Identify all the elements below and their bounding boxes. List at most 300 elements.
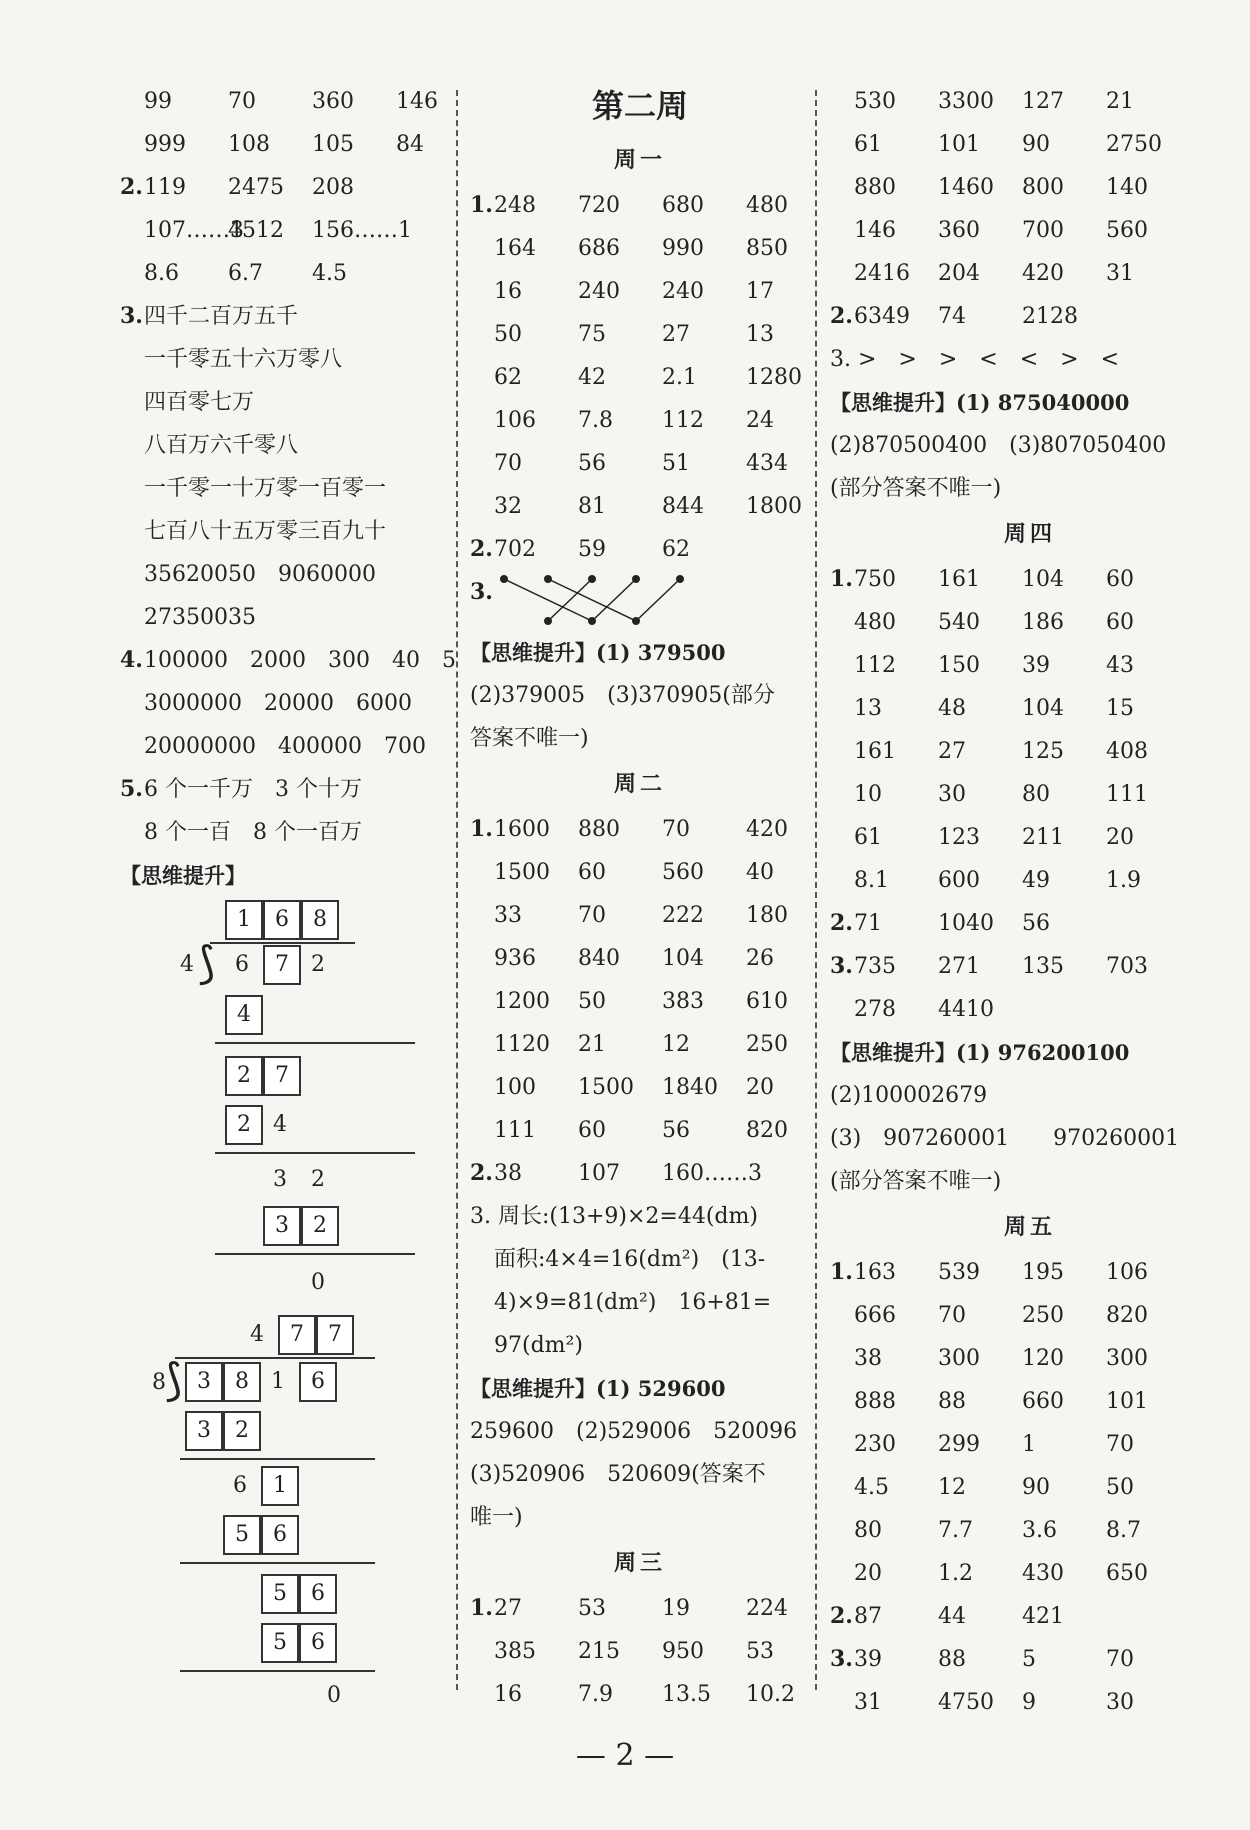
answer-value: 700 bbox=[1022, 218, 1064, 243]
answer-value: 42 bbox=[578, 365, 606, 390]
column-2 bbox=[470, 76, 810, 1716]
answer-value: 70 bbox=[578, 903, 606, 928]
answer-value: 40 bbox=[746, 860, 774, 885]
q5-line: 8 个一百 8 个一百万 bbox=[144, 820, 362, 845]
answer-value: 21 bbox=[578, 1032, 606, 1057]
answer-value: 21 bbox=[1106, 89, 1134, 114]
area-line: 4)×9=81(dm²) 16+81= bbox=[494, 1290, 772, 1315]
answer-value: 224 bbox=[746, 1596, 788, 1621]
answer-value: 107 bbox=[578, 1161, 620, 1186]
week-title: 第二周 bbox=[591, 87, 688, 125]
question-number: 1. bbox=[830, 566, 853, 592]
think-line: (部分答案不唯一) bbox=[830, 476, 1002, 501]
answer-value: 1840 bbox=[662, 1075, 718, 1100]
answer-row bbox=[470, 399, 810, 442]
think-line: (3) 907260001 970260001 bbox=[830, 1126, 1180, 1151]
answer-value: 299 bbox=[938, 1432, 980, 1457]
answer-row bbox=[470, 1023, 810, 1066]
answer-row bbox=[470, 442, 810, 485]
answer-value: 53 bbox=[578, 1596, 606, 1621]
answer-value: 161 bbox=[854, 739, 896, 764]
think-line: 【思维提升】(1) 379500 bbox=[470, 640, 726, 665]
answer-value: 88 bbox=[938, 1389, 966, 1414]
answer-value: 146 bbox=[854, 218, 896, 243]
answer-row bbox=[470, 528, 810, 571]
answer-row bbox=[830, 601, 1230, 644]
answer-value: 560 bbox=[1106, 218, 1148, 243]
answer-value: 936 bbox=[494, 946, 536, 971]
answer-value: 10.2 bbox=[746, 1682, 795, 1707]
answer-row bbox=[830, 902, 1230, 945]
question-number: 1. bbox=[470, 1595, 493, 1621]
answer-value: 60 bbox=[1106, 610, 1134, 635]
answer-value: 119 bbox=[144, 175, 186, 200]
q3-line: 27350035 bbox=[144, 605, 256, 630]
answer-value: 6.7 bbox=[228, 261, 263, 286]
divisor: 8 bbox=[152, 1370, 166, 1395]
answer-value: 106 bbox=[494, 408, 536, 433]
answer-row bbox=[830, 730, 1230, 773]
answer-row bbox=[830, 252, 1230, 295]
answer-value: 80 bbox=[1022, 782, 1050, 807]
answer-row bbox=[830, 558, 1230, 601]
answer-value: 70 bbox=[228, 89, 256, 114]
answer-value: 120 bbox=[1022, 1346, 1064, 1371]
answer-value: 75 bbox=[578, 322, 606, 347]
answer-row bbox=[470, 980, 810, 1023]
answer-value: 50 bbox=[1106, 1475, 1134, 1500]
long-division-1: 1 6 8 4 ⟆ 6 7 2 4 2 7 2 4 3 2 3 2 0 bbox=[160, 900, 420, 1320]
step-digit: 6 bbox=[233, 1473, 247, 1498]
answer-row bbox=[830, 1638, 1230, 1681]
think-line: 【思维提升】(1) 875040000 bbox=[830, 390, 1130, 415]
answer-value: 208 bbox=[312, 175, 354, 200]
answer-value: 4512 bbox=[228, 218, 284, 243]
answer-row bbox=[830, 945, 1230, 988]
answer-value: 180 bbox=[746, 903, 788, 928]
answer-value: 703 bbox=[1106, 954, 1148, 979]
answer-value: 360 bbox=[312, 89, 354, 114]
answer-value: 421 bbox=[1022, 1604, 1064, 1629]
day-heading: 周一 bbox=[613, 147, 666, 173]
question-number: 1. bbox=[470, 192, 493, 218]
answer-value: 27 bbox=[662, 322, 690, 347]
answer-value: 107……3 bbox=[144, 218, 244, 243]
answer-value: 24 bbox=[746, 408, 774, 433]
answer-value: 820 bbox=[746, 1118, 788, 1143]
long-division-2: 4 7 7 8 ⟆ 3 8 1 6 3 2 6 1 5 6 5 6 5 6 0 bbox=[140, 1315, 400, 1715]
column-divider bbox=[456, 90, 458, 1690]
answer-row bbox=[830, 1251, 1230, 1294]
answer-value: 13 bbox=[746, 322, 774, 347]
answer-row bbox=[120, 166, 450, 209]
q3-line: 八百万六千零八 bbox=[144, 433, 299, 458]
question-number: 2. bbox=[470, 536, 493, 562]
answer-value: 880 bbox=[578, 817, 620, 842]
matching-lines bbox=[498, 571, 698, 631]
answer-value: 15 bbox=[1106, 696, 1134, 721]
answer-value: 16 bbox=[494, 1682, 522, 1707]
answer-row bbox=[830, 988, 1230, 1031]
answer-value: 90 bbox=[1022, 1475, 1050, 1500]
answer-value: 383 bbox=[662, 989, 704, 1014]
quotient-digit: 6 bbox=[263, 900, 301, 940]
answer-value: 530 bbox=[854, 89, 896, 114]
day-heading: 周五 bbox=[1003, 1214, 1056, 1240]
answer-value: 48 bbox=[938, 696, 966, 721]
answer-value: 104 bbox=[1022, 567, 1064, 592]
step-digit: 7 bbox=[263, 1056, 301, 1096]
answer-value: 12 bbox=[662, 1032, 690, 1057]
answer-value: 300 bbox=[938, 1346, 980, 1371]
answer-value: 101 bbox=[1106, 1389, 1148, 1414]
think-line: (3)520906 520609(答案不 bbox=[470, 1462, 766, 1487]
answer-value: 108 bbox=[228, 132, 270, 157]
answer-value: 164 bbox=[494, 236, 536, 261]
answer-value: 211 bbox=[1022, 825, 1064, 850]
step-digit: 5 bbox=[261, 1574, 299, 1614]
answer-value: 62 bbox=[662, 537, 690, 562]
answer-value: 240 bbox=[578, 279, 620, 304]
answer-value: 81 bbox=[578, 494, 606, 519]
area-line: 面积:4×4=16(dm²) (13- bbox=[494, 1247, 766, 1272]
answer-value: 70 bbox=[662, 817, 690, 842]
quotient-digit: 4 bbox=[250, 1322, 264, 1347]
answer-row bbox=[470, 1066, 810, 1109]
answer-value: 84 bbox=[396, 132, 424, 157]
answer-row bbox=[830, 1294, 1230, 1337]
answer-row bbox=[830, 1595, 1230, 1638]
answer-value: 38 bbox=[854, 1346, 882, 1371]
answer-value: 3300 bbox=[938, 89, 994, 114]
answer-value: 610 bbox=[746, 989, 788, 1014]
answer-value: 27 bbox=[494, 1596, 522, 1621]
answer-value: 8.6 bbox=[144, 261, 179, 286]
answer-value: 420 bbox=[1022, 261, 1064, 286]
dividend-digit: 7 bbox=[263, 945, 301, 985]
answer-value: 20 bbox=[1106, 825, 1134, 850]
answer-row bbox=[470, 356, 810, 399]
answer-value: 2416 bbox=[854, 261, 910, 286]
answer-value: 434 bbox=[746, 451, 788, 476]
think-line: 【思维提升】(1) 529600 bbox=[470, 1376, 726, 1401]
answer-value: 146 bbox=[396, 89, 438, 114]
q3-line: 35620050 9060000 bbox=[144, 562, 376, 587]
answer-value: 2128 bbox=[1022, 304, 1078, 329]
answer-value: 278 bbox=[854, 997, 896, 1022]
dividend-digit: 3 bbox=[185, 1362, 223, 1402]
step-digit: 6 bbox=[299, 1623, 337, 1663]
step-digit: 5 bbox=[223, 1515, 261, 1555]
matching-question: 3. bbox=[470, 571, 810, 631]
answer-row bbox=[830, 687, 1230, 730]
question-number: 3. bbox=[830, 953, 853, 979]
answer-value: 60 bbox=[578, 860, 606, 885]
answer-row bbox=[120, 80, 450, 123]
answer-value: 104 bbox=[1022, 696, 1064, 721]
answer-value: 1.2 bbox=[938, 1561, 973, 1586]
answer-value: 686 bbox=[578, 236, 620, 261]
answer-value: 4.5 bbox=[854, 1475, 889, 1500]
answer-value: 7.9 bbox=[578, 1682, 613, 1707]
remainder: 0 bbox=[327, 1683, 341, 1708]
answer-value: 248 bbox=[494, 193, 536, 218]
answer-value: 111 bbox=[494, 1118, 536, 1143]
answer-row bbox=[830, 80, 1230, 123]
answer-row bbox=[470, 808, 810, 851]
answer-value: 360 bbox=[938, 218, 980, 243]
answer-value: 51 bbox=[662, 451, 690, 476]
answer-value: 61 bbox=[854, 825, 882, 850]
step-digit: 5 bbox=[261, 1623, 299, 1663]
answer-value: 19 bbox=[662, 1596, 690, 1621]
q3-line: 3.四千二百万五千 bbox=[120, 303, 299, 329]
answer-value: 60 bbox=[1106, 567, 1134, 592]
answer-row bbox=[830, 1337, 1230, 1380]
answer-value: 222 bbox=[662, 903, 704, 928]
answer-row bbox=[120, 123, 450, 166]
answer-value: 1200 bbox=[494, 989, 550, 1014]
answer-value: 161 bbox=[938, 567, 980, 592]
think-line: 答案不唯一) bbox=[470, 726, 589, 751]
step-digit: 1 bbox=[261, 1466, 299, 1506]
answer-value: 1460 bbox=[938, 175, 994, 200]
answer-value: 408 bbox=[1106, 739, 1148, 764]
answer-row bbox=[830, 1466, 1230, 1509]
answer-value: 430 bbox=[1022, 1561, 1064, 1586]
answer-value: 70 bbox=[1106, 1647, 1134, 1672]
day-heading: 周三 bbox=[613, 1550, 666, 1576]
answer-row bbox=[830, 1552, 1230, 1595]
answer-row bbox=[830, 1509, 1230, 1552]
answer-value: 9 bbox=[1022, 1690, 1036, 1715]
quotient-digit: 8 bbox=[301, 900, 339, 940]
answer-row bbox=[470, 1630, 810, 1673]
answer-value: 844 bbox=[662, 494, 704, 519]
answer-value: 2750 bbox=[1106, 132, 1162, 157]
answer-value: 160……3 bbox=[662, 1161, 762, 1186]
answer-value: 56 bbox=[1022, 911, 1050, 936]
answer-value: 850 bbox=[746, 236, 788, 261]
answer-value: 1500 bbox=[578, 1075, 634, 1100]
answer-value: 20 bbox=[854, 1561, 882, 1586]
step-digit: 6 bbox=[299, 1574, 337, 1614]
answer-value: 39 bbox=[854, 1647, 882, 1672]
answer-value: 215 bbox=[578, 1639, 620, 1664]
q3-line: 一千零一十万零一百零一 bbox=[144, 476, 387, 501]
answer-value: 5 bbox=[1022, 1647, 1036, 1672]
compare-line: 3. > > > < < > < bbox=[830, 347, 1120, 372]
answer-value: 666 bbox=[854, 1303, 896, 1328]
answer-value: 1500 bbox=[494, 860, 550, 885]
answer-value: 17 bbox=[746, 279, 774, 304]
answer-value: 53 bbox=[746, 1639, 774, 1664]
answer-row bbox=[470, 1587, 810, 1630]
answer-value: 540 bbox=[938, 610, 980, 635]
answer-value: 43 bbox=[1106, 653, 1134, 678]
step-digit: 4 bbox=[225, 995, 263, 1035]
answer-value: 90 bbox=[1022, 132, 1050, 157]
answer-value: 135 bbox=[1022, 954, 1064, 979]
page-number: — 2 — bbox=[575, 1738, 675, 1773]
dividend-digit: 6 bbox=[235, 952, 249, 977]
quotient-digit: 1 bbox=[225, 900, 263, 940]
q4-line: 4.100000 2000 300 40 5 bbox=[120, 647, 456, 673]
think-line: (2)870500400 (3)807050400 bbox=[830, 433, 1167, 458]
answer-value: 4.5 bbox=[312, 261, 347, 286]
answer-value: 31 bbox=[1106, 261, 1134, 286]
answer-value: 250 bbox=[1022, 1303, 1064, 1328]
question-number: 2. bbox=[120, 174, 143, 200]
answer-value: 8.1 bbox=[854, 868, 889, 893]
answer-value: 156……1 bbox=[312, 218, 412, 243]
answer-value: 240 bbox=[662, 279, 704, 304]
quotient-digit: 7 bbox=[316, 1315, 354, 1355]
answer-value: 1120 bbox=[494, 1032, 550, 1057]
answer-value: 70 bbox=[938, 1303, 966, 1328]
column-3 bbox=[830, 80, 1230, 1724]
answer-value: 74 bbox=[938, 304, 966, 329]
answer-value: 600 bbox=[938, 868, 980, 893]
answer-value: 106 bbox=[1106, 1260, 1148, 1285]
answer-value: 8.7 bbox=[1106, 1518, 1141, 1543]
answer-value: 70 bbox=[1106, 1432, 1134, 1457]
q3-line: 一千零五十六万零八 bbox=[144, 347, 343, 372]
answer-value: 111 bbox=[1106, 782, 1148, 807]
answer-row bbox=[830, 1380, 1230, 1423]
answer-value: 123 bbox=[938, 825, 980, 850]
answer-value: 385 bbox=[494, 1639, 536, 1664]
think-label: 【思维提升】 bbox=[120, 863, 246, 888]
answer-value: 204 bbox=[938, 261, 980, 286]
answer-value: 800 bbox=[1022, 175, 1064, 200]
answer-value: 880 bbox=[854, 175, 896, 200]
answer-row bbox=[830, 209, 1230, 252]
answer-value: 26 bbox=[746, 946, 774, 971]
step-digit: 2 bbox=[225, 1105, 263, 1145]
answer-value: 888 bbox=[854, 1389, 896, 1414]
day-heading: 周四 bbox=[1003, 521, 1056, 547]
answer-row bbox=[470, 227, 810, 270]
answer-value: 990 bbox=[662, 236, 704, 261]
step-digit: 6 bbox=[261, 1515, 299, 1555]
area-line: 97(dm²) bbox=[494, 1333, 583, 1358]
think-line: (部分答案不唯一) bbox=[830, 1169, 1002, 1194]
answer-row bbox=[830, 1423, 1230, 1466]
answer-value: 1280 bbox=[746, 365, 802, 390]
answer-value: 186 bbox=[1022, 610, 1064, 635]
answer-value: 100 bbox=[494, 1075, 536, 1100]
question-number: 1. bbox=[470, 816, 493, 842]
think-line: 259600 (2)529006 520096 bbox=[470, 1419, 798, 1444]
answer-value: 750 bbox=[854, 567, 896, 592]
divisor: 4 bbox=[180, 952, 194, 977]
answer-value: 840 bbox=[578, 946, 620, 971]
answer-value: 13.5 bbox=[662, 1682, 711, 1707]
think-line: (2)379005 (3)370905(部分 bbox=[470, 683, 775, 708]
dividend-digit: 6 bbox=[299, 1362, 337, 1402]
answer-value: 27 bbox=[938, 739, 966, 764]
answer-value: 56 bbox=[578, 451, 606, 476]
answer-row bbox=[830, 166, 1230, 209]
step-digit: 2 bbox=[311, 1167, 325, 1192]
answer-value: 125 bbox=[1022, 739, 1064, 764]
answer-value: 2.1 bbox=[662, 365, 697, 390]
answer-value: 1600 bbox=[494, 817, 550, 842]
answer-value: 1 bbox=[1022, 1432, 1036, 1457]
answer-value: 16 bbox=[494, 279, 522, 304]
q3-line: 四百零七万 bbox=[144, 390, 255, 415]
answer-value: 61 bbox=[854, 132, 882, 157]
answer-value: 99 bbox=[144, 89, 172, 114]
answer-value: 1800 bbox=[746, 494, 802, 519]
question-number: 2. bbox=[470, 1160, 493, 1186]
answer-row bbox=[470, 894, 810, 937]
answer-row bbox=[470, 313, 810, 356]
answer-value: 300 bbox=[1106, 1346, 1148, 1371]
answer-value: 720 bbox=[578, 193, 620, 218]
answer-value: 50 bbox=[578, 989, 606, 1014]
answer-value: 44 bbox=[938, 1604, 966, 1629]
answer-value: 3.6 bbox=[1022, 1518, 1057, 1543]
step-digit: 2 bbox=[301, 1206, 339, 1246]
remainder: 0 bbox=[311, 1270, 325, 1295]
q3-line: 七百八十五万零三百九十 bbox=[144, 519, 387, 544]
answer-value: 60 bbox=[578, 1118, 606, 1143]
answer-value: 10 bbox=[854, 782, 882, 807]
answer-row bbox=[830, 816, 1230, 859]
answer-value: 999 bbox=[144, 132, 186, 157]
answer-row bbox=[470, 184, 810, 227]
answer-value: 150 bbox=[938, 653, 980, 678]
answer-row bbox=[120, 252, 450, 295]
answer-value: 539 bbox=[938, 1260, 980, 1285]
answer-value: 735 bbox=[854, 954, 896, 979]
step-digit: 3 bbox=[273, 1167, 287, 1192]
answer-value: 140 bbox=[1106, 175, 1148, 200]
answer-value: 1040 bbox=[938, 911, 994, 936]
step-digit: 2 bbox=[225, 1056, 263, 1096]
step-digit: 3 bbox=[185, 1411, 223, 1451]
answer-value: 7.7 bbox=[938, 1518, 973, 1543]
answer-value: 820 bbox=[1106, 1303, 1148, 1328]
answer-value: 127 bbox=[1022, 89, 1064, 114]
answer-value: 71 bbox=[854, 911, 882, 936]
answer-value: 30 bbox=[1106, 1690, 1134, 1715]
answer-value: 420 bbox=[746, 817, 788, 842]
quotient-digit: 7 bbox=[278, 1315, 316, 1355]
step-digit: 2 bbox=[223, 1411, 261, 1451]
column-1 bbox=[120, 80, 456, 897]
question-number: 2. bbox=[830, 910, 853, 936]
answer-value: 49 bbox=[1022, 868, 1050, 893]
answer-value: 2475 bbox=[228, 175, 284, 200]
answer-value: 480 bbox=[854, 610, 896, 635]
answer-row bbox=[470, 1152, 810, 1195]
think-line: 【思维提升】(1) 976200100 bbox=[830, 1040, 1130, 1065]
answer-row bbox=[470, 851, 810, 894]
answer-value: 702 bbox=[494, 537, 536, 562]
answer-value: 20 bbox=[746, 1075, 774, 1100]
answer-row bbox=[470, 270, 810, 313]
answer-row bbox=[470, 485, 810, 528]
answer-value: 39 bbox=[1022, 653, 1050, 678]
answer-value: 163 bbox=[854, 1260, 896, 1285]
question-number: 2. bbox=[830, 1603, 853, 1629]
answer-value: 195 bbox=[1022, 1260, 1064, 1285]
answer-value: 80 bbox=[854, 1518, 882, 1543]
question-number: 2. bbox=[830, 303, 853, 329]
